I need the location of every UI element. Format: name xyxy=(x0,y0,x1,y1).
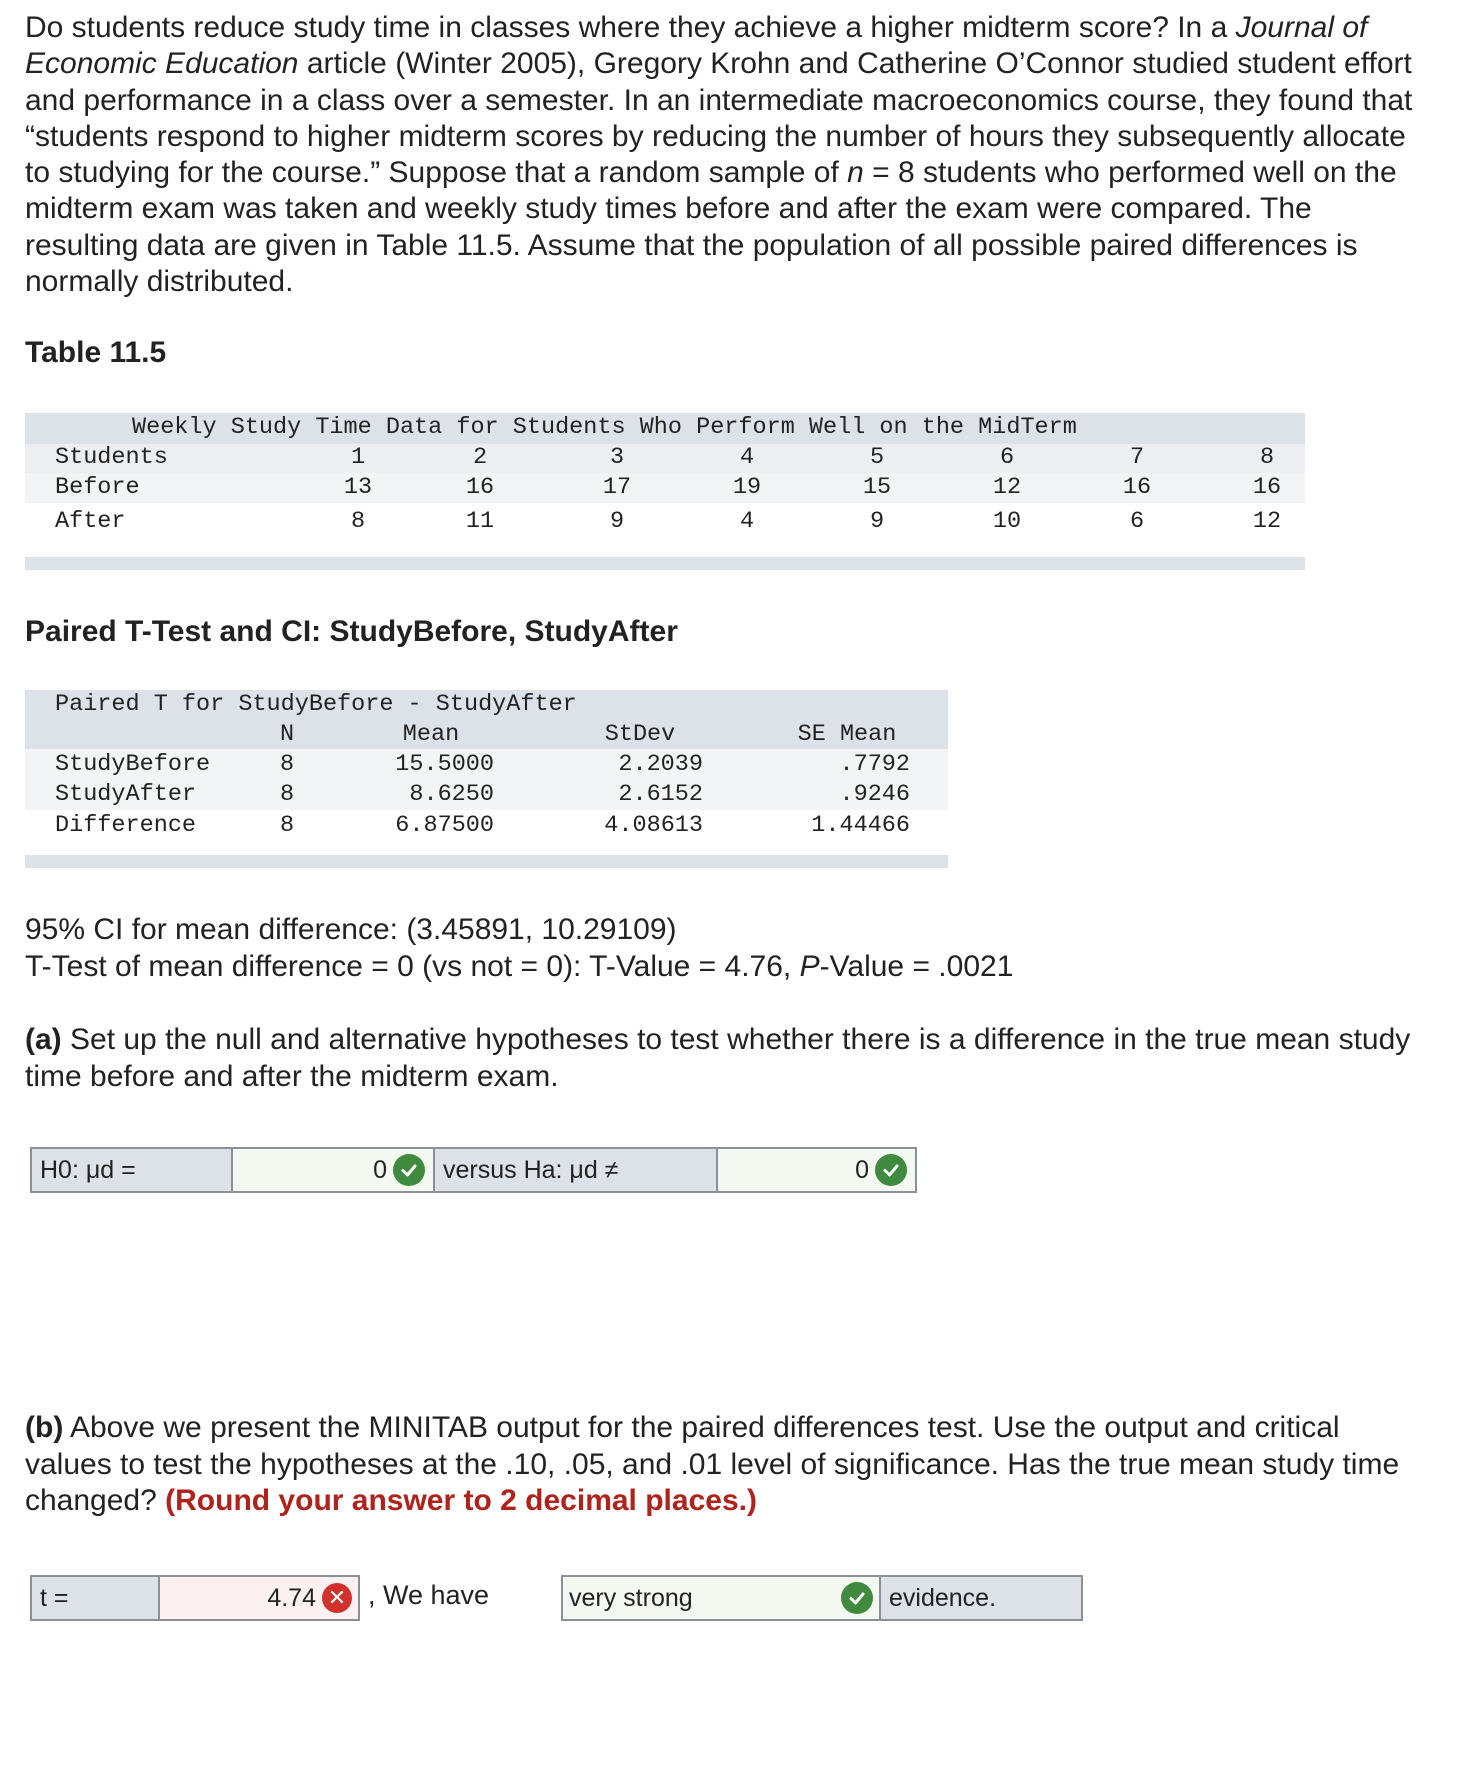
table-row-label: After xyxy=(55,508,126,535)
h0-label: H0: μd = xyxy=(30,1147,233,1193)
ha-label: versus Ha: μd ≠ xyxy=(433,1147,718,1193)
table-cell: 9 xyxy=(869,508,885,535)
table-title: Weekly Study Time Data for Students Who Perform Well on the MidTerm xyxy=(132,414,1077,441)
table-cell: 3 xyxy=(609,444,625,471)
minitab-cell: 2.6152 xyxy=(618,781,703,808)
minitab-cell: 6.87500 xyxy=(395,812,494,839)
minitab-cell: 8 xyxy=(279,751,295,778)
table-cell: 4 xyxy=(739,508,755,535)
ttest-line: T-Test of mean difference = 0 (vs not = 0): T-Value = 4.76, P-Value = .0021 xyxy=(25,949,1014,983)
minitab-title: Paired T for StudyBefore - StudyAfter xyxy=(55,691,577,718)
t-label: t = xyxy=(30,1575,160,1621)
minitab-row-label: Difference xyxy=(55,812,197,839)
minitab-row-label: StudyAfter xyxy=(55,781,197,808)
check-icon xyxy=(875,1154,907,1186)
minitab-cell: 4.08613 xyxy=(604,812,703,839)
minitab-cell: 8.6250 xyxy=(409,781,494,808)
table-cell: 16 xyxy=(1252,474,1282,501)
h0-value-field[interactable]: 0 xyxy=(231,1147,435,1193)
table-heading: Table 11.5 xyxy=(25,336,167,369)
table-row-label: Students xyxy=(55,444,168,471)
check-icon xyxy=(393,1154,425,1186)
minitab-header: SE Mean xyxy=(797,721,897,748)
table-cell: 16 xyxy=(465,474,495,501)
incorrect-icon: ✕ xyxy=(322,1583,352,1613)
table-cell: 17 xyxy=(602,474,632,501)
minitab-cell: 8 xyxy=(279,781,295,808)
evidence-label: evidence. xyxy=(879,1575,1083,1621)
ha-value-field[interactable]: 0 xyxy=(716,1147,917,1193)
part-b-question: (b) Above we present the MINITAB output for the paired differences test. Use the output and critical values to test the hypotheses at the .10, .05, and .01 level of significance. Has the true mean study time changed? (Round your answer to 2 decimal places.) xyxy=(25,1411,1400,1517)
table-cell: 10 xyxy=(992,508,1022,535)
table-cell: 15 xyxy=(862,474,892,501)
table-cell: 12 xyxy=(992,474,1022,501)
minitab-header: N xyxy=(279,721,295,748)
table-cell: 1 xyxy=(350,444,366,471)
minitab-cell: .9246 xyxy=(839,781,910,808)
table-cell: 2 xyxy=(472,444,488,471)
table-cell: 8 xyxy=(1259,444,1275,471)
minitab-heading: Paired T-Test and CI: StudyBefore, StudyAfter xyxy=(25,615,678,648)
table-cell: 7 xyxy=(1129,444,1145,471)
evidence-select[interactable]: very strong xyxy=(561,1575,881,1621)
we-have-text: , We have xyxy=(368,1580,490,1610)
ci-results xyxy=(25,912,1013,985)
n-variable: n xyxy=(847,156,864,190)
table-row-label: Before xyxy=(55,474,140,501)
minitab-row-label: StudyBefore xyxy=(55,751,211,778)
t-value-field[interactable]: 4.74 ✕ xyxy=(158,1575,360,1621)
table-cell: 19 xyxy=(732,474,762,501)
journal-name: Journal of Economic Education xyxy=(25,11,1368,81)
table-cell: 6 xyxy=(1129,508,1145,535)
ci-line: 95% CI for mean difference: (3.45891, 10.29109) xyxy=(25,913,677,946)
table-cell: 13 xyxy=(343,474,373,501)
intro-paragraph: Do students reduce study time in classes where they achieve a higher midterm score? In a Journal of Economic Education article (Winter 2005), Gregory Krohn and Catherine O’Connor studied student effort and performance in a class over a semester. In an intermediate macroeconomics course, they found that “students respond to higher midterm scores by reducing the number of hours they subsequently allocate to studying for the course.” Suppose that a random sample of n = 8 students who performed well on the midterm exam was taken and weekly study times before and after the exam were compared. The resulting data are given in Table 11.5. Assume that the population of all possible paired differences is normally distributed. xyxy=(25,11,1413,299)
check-icon xyxy=(841,1582,873,1614)
table-cell: 11 xyxy=(465,508,495,535)
minitab-cell: 1.44466 xyxy=(811,812,910,839)
part-a-question: (a) Set up the null and alternative hypotheses to test whether there is a difference in the true mean study time before and after the midterm exam. xyxy=(25,1023,1411,1093)
table-cell: 8 xyxy=(350,508,366,535)
minitab-cell: 15.5000 xyxy=(395,751,494,778)
minitab-cell: .7792 xyxy=(839,751,910,778)
table-cell: 6 xyxy=(999,444,1015,471)
table-cell: 16 xyxy=(1122,474,1152,501)
minitab-header: Mean xyxy=(402,721,460,748)
table-cell: 9 xyxy=(609,508,625,535)
table-cell: 4 xyxy=(739,444,755,471)
minitab-cell: 8 xyxy=(279,812,295,839)
minitab-header: StDev xyxy=(604,721,676,748)
minitab-cell: 2.2039 xyxy=(618,751,703,778)
table-cell: 12 xyxy=(1252,508,1282,535)
table-cell: 5 xyxy=(869,444,885,471)
